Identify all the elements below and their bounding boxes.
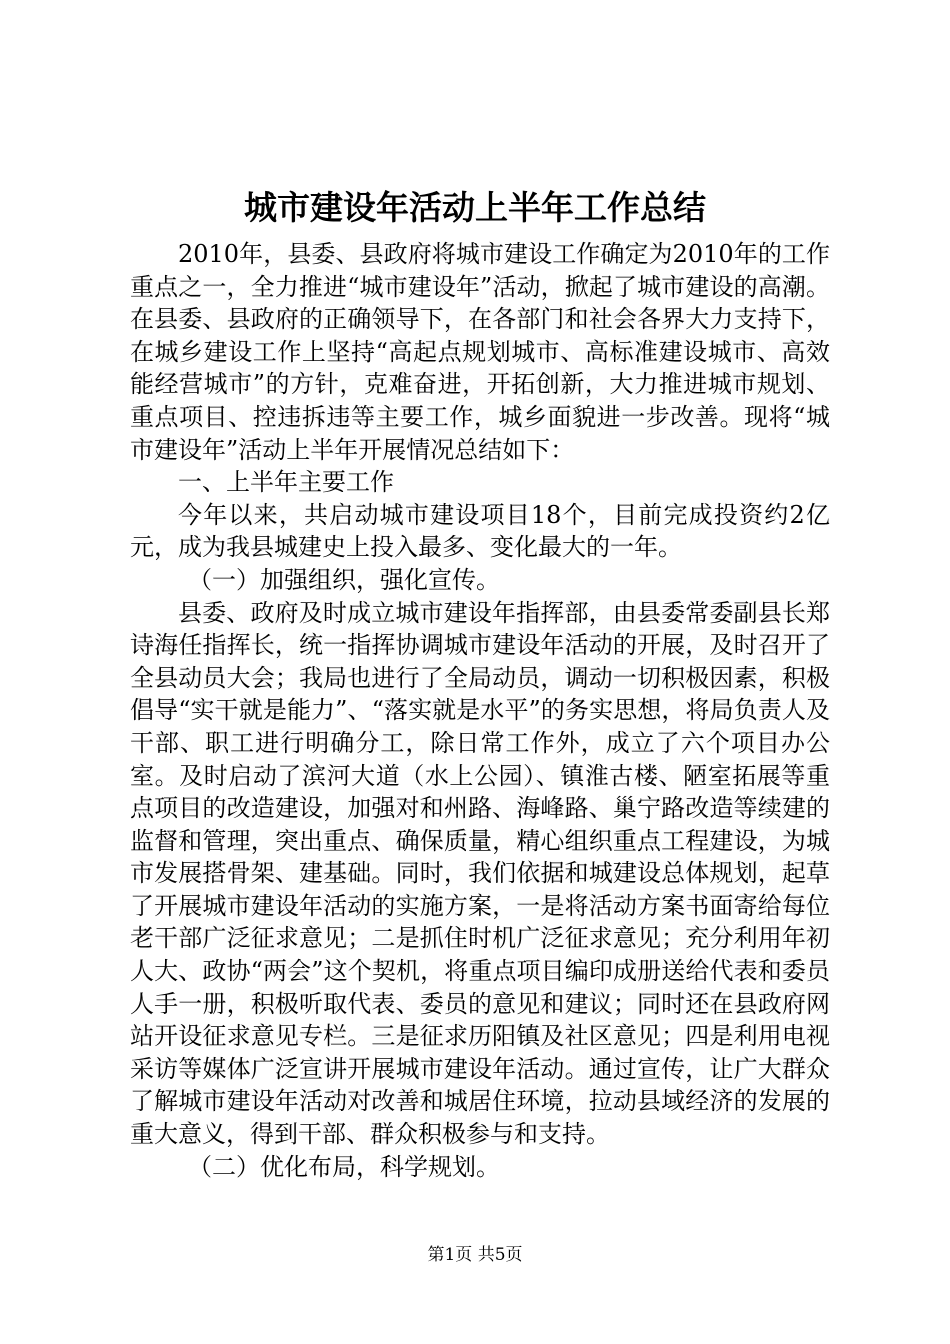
document-body [130,238,830,1183]
page-footer: 第1页 共5页 [427,1245,523,1265]
section-heading-main-work: 一、上半年主要工作 [178,468,394,497]
paragraph-organization-details: 县委、政府及时成立城市建设年指挥部，由县委常委副县长郑诗海任指挥长，统一指挥协调城市建设年活动的开展，及时召开了全县动员大会；我局也进行了全局动员，调动一切积极因素，积极倡导“实干就是能力”、“落实就是水平”的务实思想，将局负责人及干部、职工进行明确分工，除日常工作外，成立了六个项目办公室。及时启动了滨河大道（水上公园）、镇淮古楼、陋室拓展等重点项目的改造建设，加强对和州路、海峰路、巢宁路改造等续建的监督和管理，突出重点、确保质量，精心组织重点工程建设，为城市发展搭骨架、建基础。同时，我们依据和城建设总体规划，起草了开展城市建设年活动的实施方案，一是将活动方案书面寄给每位老干部广泛征求意见；二是抓住时机广泛征求意见；充分利用年初人大、政协“两会”这个契机，将重点项目编印成册送给代表和委员人手一册，积极听取代表、委员的意见和建议；同时还在县政府网站开设征求意见专栏。三是征求历阳镇及社区意见；四是利用电视采访等媒体广泛宣讲开展城市建设年活动。通过宣传，让广大群众了解城市建设年活动对改善和城居住环境，拉动县域经济的发展的重大意义，得到干部、群众积极参与和支持。 [130,598,830,1149]
subheading-layout-planning: （二）优化布局，科学规划。 [188,1152,500,1181]
document-title: 城市建设年活动上半年工作总结 [244,188,706,227]
subheading-organization-publicity: （一）加强组织，强化宣传。 [188,565,500,594]
paragraph-projects-summary: 今年以来，共启动城市建设项目18个，目前完成投资约2亿元，成为我县城建史上投入最多、变化最大的一年。 [130,500,830,562]
paragraph-intro: 2010年，县委、县政府将城市建设工作确定为2010年的工作重点之一，全力推进“城市建设年”活动，掀起了城市建设的高潮。在县委、县政府的正确领导下，在各部门和社会各界大力支持下，在城乡建设工作上坚持“高起点规划城市、高标准建设城市、高效能经营城市”的方针，克难奋进，开拓创新，大力推进城市规划、重点项目、控违拆违等主要工作，城乡面貌进一步改善。现将“城市建设年”活动上半年开展情况总结如下： [130,240,830,464]
